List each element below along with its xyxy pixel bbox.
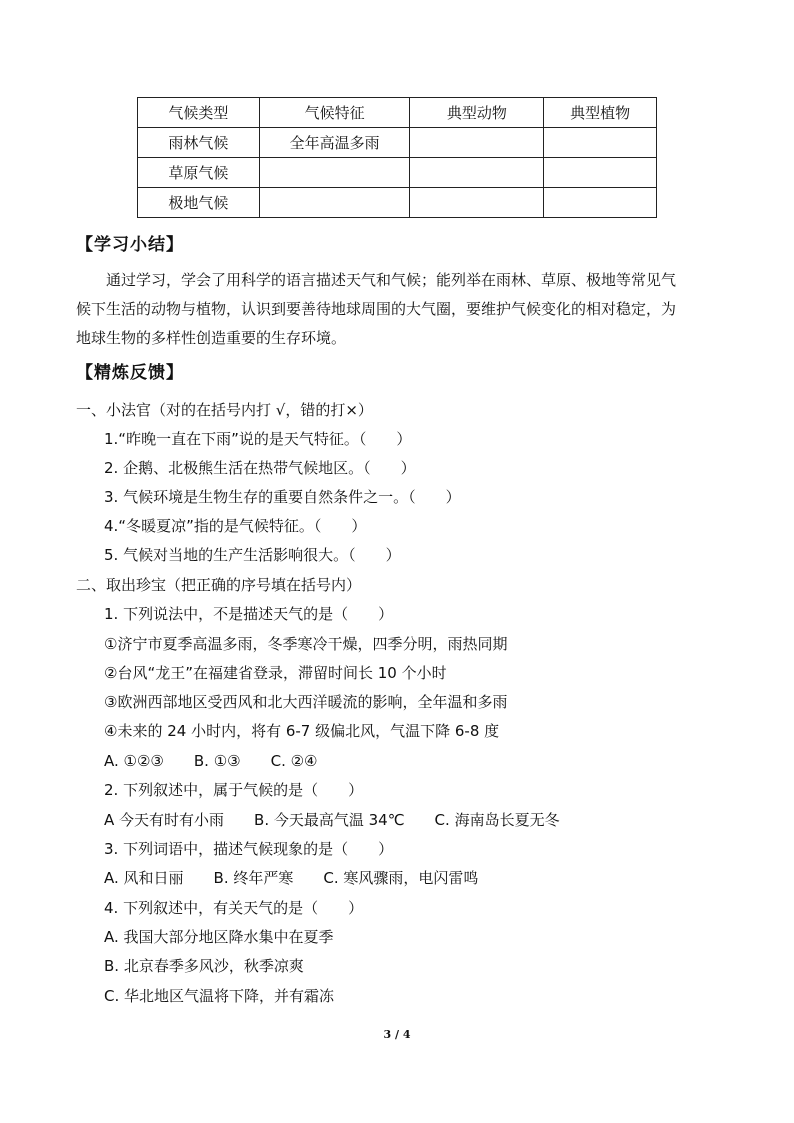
statement: ③欧洲西部地区受西风和北大西洋暖流的影响，全年温和多雨 — [104, 693, 508, 711]
section-title: 二、取出珍宝（把正确的序号填在括号内） — [76, 576, 362, 594]
answer-options: A. ①②③ B. ①③ C. ②④ — [104, 752, 318, 770]
feedback-heading: 【精炼反馈】 — [76, 363, 184, 383]
table-cell: 极地气候 — [138, 188, 260, 218]
question-stem: 1. 下列说法中，不是描述天气的是（ ） — [104, 605, 394, 623]
answer-options: A 今天有时有小雨 B. 今天最高气温 34℃ C. 海南岛长夏无冬 — [104, 811, 560, 829]
summary-line: 通过学习，学会了用科学的语言描述天气和气候；能列举在雨林、草原、极地等常见气 — [106, 271, 677, 289]
answer-option: C. 华北地区气温将下降，并有霜冻 — [104, 987, 335, 1005]
question-stem: 2. 下列叙述中，属于气候的是（ ） — [104, 781, 364, 799]
climate-table — [137, 97, 657, 218]
table-cell — [259, 158, 410, 188]
table-cell — [544, 128, 657, 158]
statement: ①济宁市夏季高温多雨，冬季寒冷干燥，四季分明，雨热同期 — [104, 635, 508, 653]
statement: ④未来的 24 小时内，将有 6-7 级偏北风，气温下降 6-8 度 — [104, 722, 500, 740]
table-header-row — [138, 98, 657, 128]
table-header-cell: 典型植物 — [544, 98, 657, 128]
table-cell — [410, 128, 544, 158]
answer-option: A. 我国大部分地区降水集中在夏季 — [104, 928, 334, 946]
summary-line: 地球生物的多样性创造重要的生存环境。 — [76, 329, 347, 347]
question-stem: 3. 下列词语中，描述气候现象的是（ ） — [104, 840, 394, 858]
summary-line: 候下生活的动物与植物，认识到要善待地球周围的大气圈，要维护气候变化的相对稳定，为 — [76, 300, 677, 318]
table-header-cell: 气候特征 — [259, 98, 410, 128]
answer-options: A. 风和日丽 B. 终年严寒 C. 寒风骤雨，电闪雷鸣 — [104, 869, 479, 887]
table-row — [138, 188, 657, 218]
table-header-cell: 气候类型 — [138, 98, 260, 128]
table-cell — [544, 188, 657, 218]
table-cell: 全年高温多雨 — [259, 128, 410, 158]
table-cell — [259, 188, 410, 218]
table-row — [138, 128, 657, 158]
summary-paragraph — [76, 266, 716, 353]
question-item: 1.“昨晚一直在下雨”说的是天气特征。（ ） — [104, 430, 412, 448]
table-cell — [544, 158, 657, 188]
summary-heading: 【学习小结】 — [76, 235, 184, 255]
answer-option: B. 北京春季多风沙，秋季凉爽 — [104, 957, 304, 975]
page-number: 3 / 4 — [383, 1028, 411, 1041]
table-cell — [410, 158, 544, 188]
question-item: 2. 企鹅、北极熊生活在热带气候地区。（ ） — [104, 459, 416, 477]
table-header-cell: 典型动物 — [410, 98, 544, 128]
question-item: 4.“冬暖夏凉”指的是气候特征。（ ） — [104, 517, 367, 535]
table-cell — [410, 188, 544, 218]
statement: ②台风“龙王”在福建省登录，滞留时间长 10 个小时 — [104, 664, 447, 682]
question-stem: 4. 下列叙述中，有关天气的是（ ） — [104, 899, 364, 917]
question-item: 5. 气候对当地的生产生活影响很大。（ ） — [104, 546, 401, 564]
table-row — [138, 158, 657, 188]
table-cell: 雨林气候 — [138, 128, 260, 158]
section-title: 一、小法官（对的在括号内打 √，错的打×） — [76, 401, 373, 419]
question-item: 3. 气候环境是生物生存的重要自然条件之一。（ ） — [104, 488, 461, 506]
table-cell: 草原气候 — [138, 158, 260, 188]
